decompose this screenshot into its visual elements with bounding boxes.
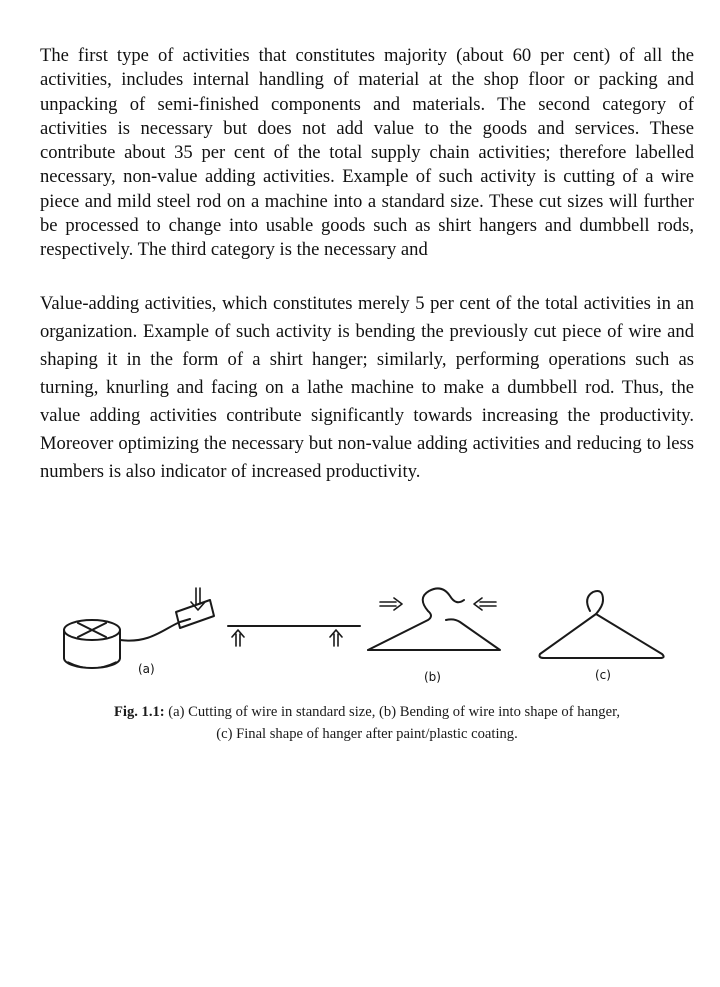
- figure-hanger-process: [50, 578, 700, 688]
- final-hanger-icon: [540, 591, 664, 658]
- support-arrow-icon: [232, 630, 342, 646]
- paragraph-1: The first type of activities that constitutes majority (about 60 per cent) of all the activities, includes internal handling of material at the shop floor or packing and unpacking of semi-finished components and materials. The second category of activities is necessary but does not add value to the goods and services. These contribute about 35 per cent of the total supply chain activities; therefore labelled necessary, non-value adding activities. Example of such activity is cutting of a wire piece and mild steel rod on a machine into a standard size. These cut sizes will further be processed to change into usable goods such as shirt hangers and dumbbell rods, respectively. The third category is the necessary and: [40, 45, 694, 261]
- paragraph-2: Value-adding activities, which constitutes merely 5 per cent of the total activities in an organization. Example of such activity is bending the previously cut piece of wire and shaping it in the form of a shirt hanger; similarly, performing operations such as turning, knurling and facing on a lathe machine to make a dumbbell rod. Thus, the value adding activities contribute significantly towards increasing the productivity. Moreover optimizing the necessary but non-value adding activities and reducing to less numbers is also indicator of increased productivity.: [40, 293, 694, 482]
- caption-fig-number: Fig. 1.1:: [113, 704, 165, 720]
- figure-label-a: (a): [138, 662, 155, 676]
- bending-arrow-icon: [380, 598, 496, 610]
- wire-spool-icon: [64, 620, 120, 668]
- bending-hanger-icon: [368, 588, 500, 650]
- caption-line-1: [40, 701, 694, 723]
- figure-label-b: (b): [424, 670, 441, 684]
- caption-line-2: (c) Final shape of hanger after paint/plastic coating.: [216, 726, 518, 742]
- figure-caption: [40, 701, 694, 745]
- cutter-icon: [176, 600, 214, 628]
- figure-label-c: (c): [595, 668, 611, 682]
- caption-text-1: (a) Cutting of wire in standard size, (b) Bending of wire into shape of hanger,: [164, 704, 620, 720]
